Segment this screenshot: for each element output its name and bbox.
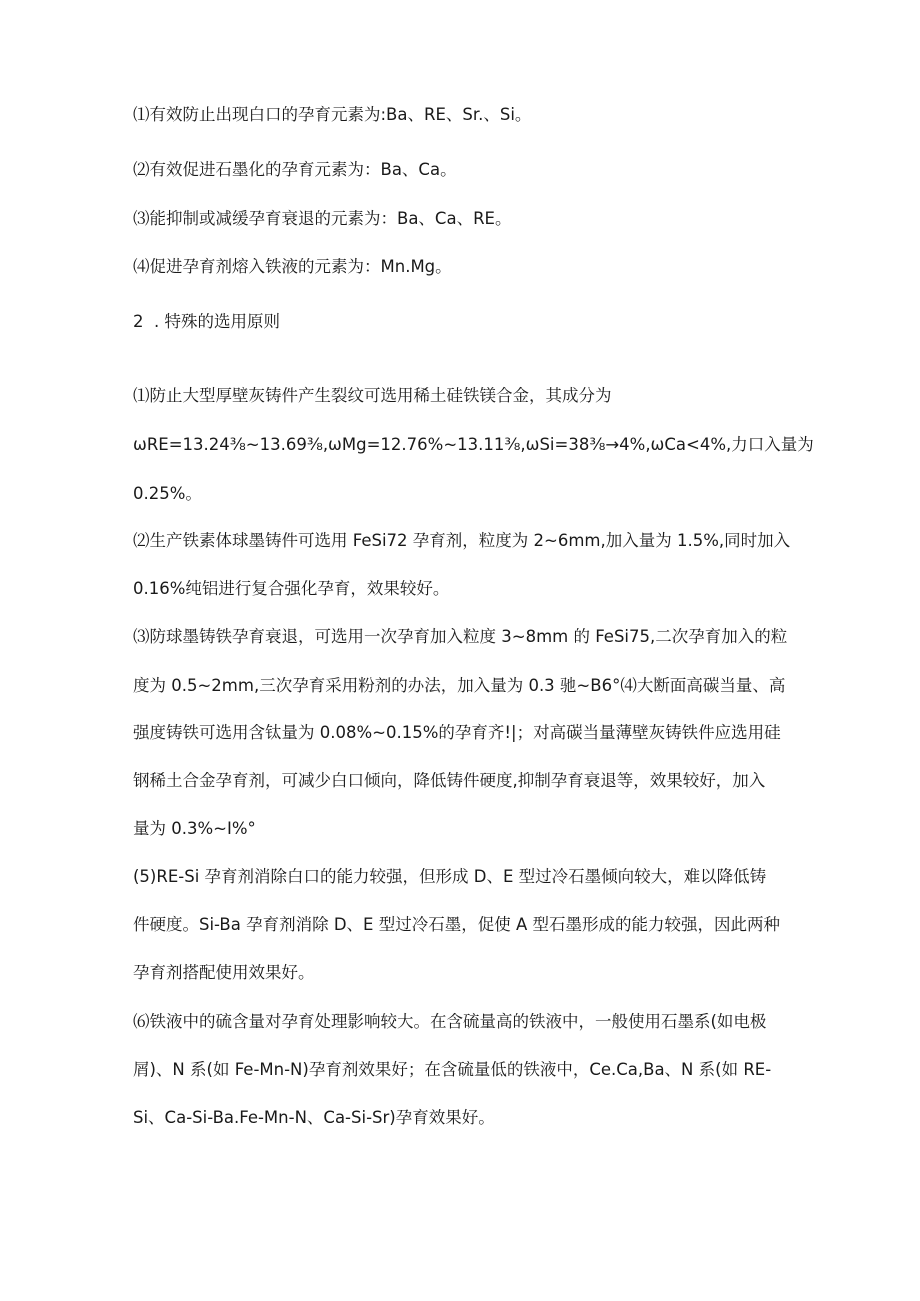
text-line: ⑶防球墨铸铁孕育衰退，可选用一次孕育加入粒度 3~8mm 的 FeSi75,二次孕育加入的粒 — [133, 627, 788, 646]
text-line: 件硬度。Si-Ba 孕育剂消除 D、E 型过冷石墨，促使 A 型石墨形成的能力较强，因此两种 — [133, 915, 780, 934]
text-line: ⑵有效促进石墨化的孕育元素为：Ba、Ca。 — [133, 160, 457, 179]
text-line: ⑴有效防止出现白口的孕育元素为:Ba、RE、Sr.、Si。 — [133, 105, 532, 124]
text-line: ⑵生产铁素体球墨铸件可选用 FeSi72 孕育剂，粒度为 2~6mm,加入量为 1.5%,同时加入 — [133, 531, 791, 550]
text-line: 度为 0.5~2mm,三次孕育采用粉剂的办法，加入量为 0.3 驰~B6°⑷大断面高碳当量、高 — [133, 676, 786, 695]
text-line: Si、Ca-Si-Ba.Fe-Mn-N、Ca-Si-Sr)孕育效果好。 — [133, 1108, 495, 1127]
text-line: ⑶能抑制或减缓孕育衰退的元素为：Ba、Ca、RE。 — [133, 209, 512, 228]
text-line: ⑹铁液中的硫含量对孕育处理影响较大。在含硫量高的铁液中，一般使用石墨系(如电极 — [133, 1012, 767, 1031]
text-line: 强度铸铁可选用含钛量为 0.08%~0.15%的孕育齐!|；对高碳当量薄壁灰铸铁件应选用硅 — [133, 723, 781, 742]
text-line: ⑴防止大型厚壁灰铸件产生裂纹可选用稀土硅铁镁合金，其成分为 — [133, 386, 612, 405]
text-line: ⑷促进孕育剂熔入铁液的元素为：Mn.Mg。 — [133, 257, 452, 276]
text-line: 屑)、N 系(如 Fe-Mn-N)孕育剂效果好；在含硫量低的铁液中，Ce.Ca,Ba、N 系(如 RE- — [133, 1060, 772, 1079]
text-line: (5)RE-Si 孕育剂消除白口的能力较强，但形成 D、E 型过冷石墨倾向较大，难以降低铸 — [133, 867, 767, 886]
text-line: 量为 0.3%~I%° — [133, 819, 256, 838]
text-line: ωRE=13.24⅜~13.69⅜,ωMg=12.76%~13.11⅜,ωSi=38⅜→4%,ωCa<4%,力口入量为 — [133, 435, 814, 454]
text-line: 孕育剂搭配使用效果好。 — [133, 963, 315, 982]
section-heading: 2 . 特殊的选用原则 — [133, 312, 280, 331]
text-line: 0.16%纯铝进行复合强化孕育，效果较好。 — [133, 579, 450, 598]
text-line: 钢稀土合金孕育剂，可减少白口倾向，降低铸件硬度,抑制孕育衰退等，效果较好，加入 — [133, 771, 766, 790]
text-line: 0.25%。 — [133, 484, 202, 503]
